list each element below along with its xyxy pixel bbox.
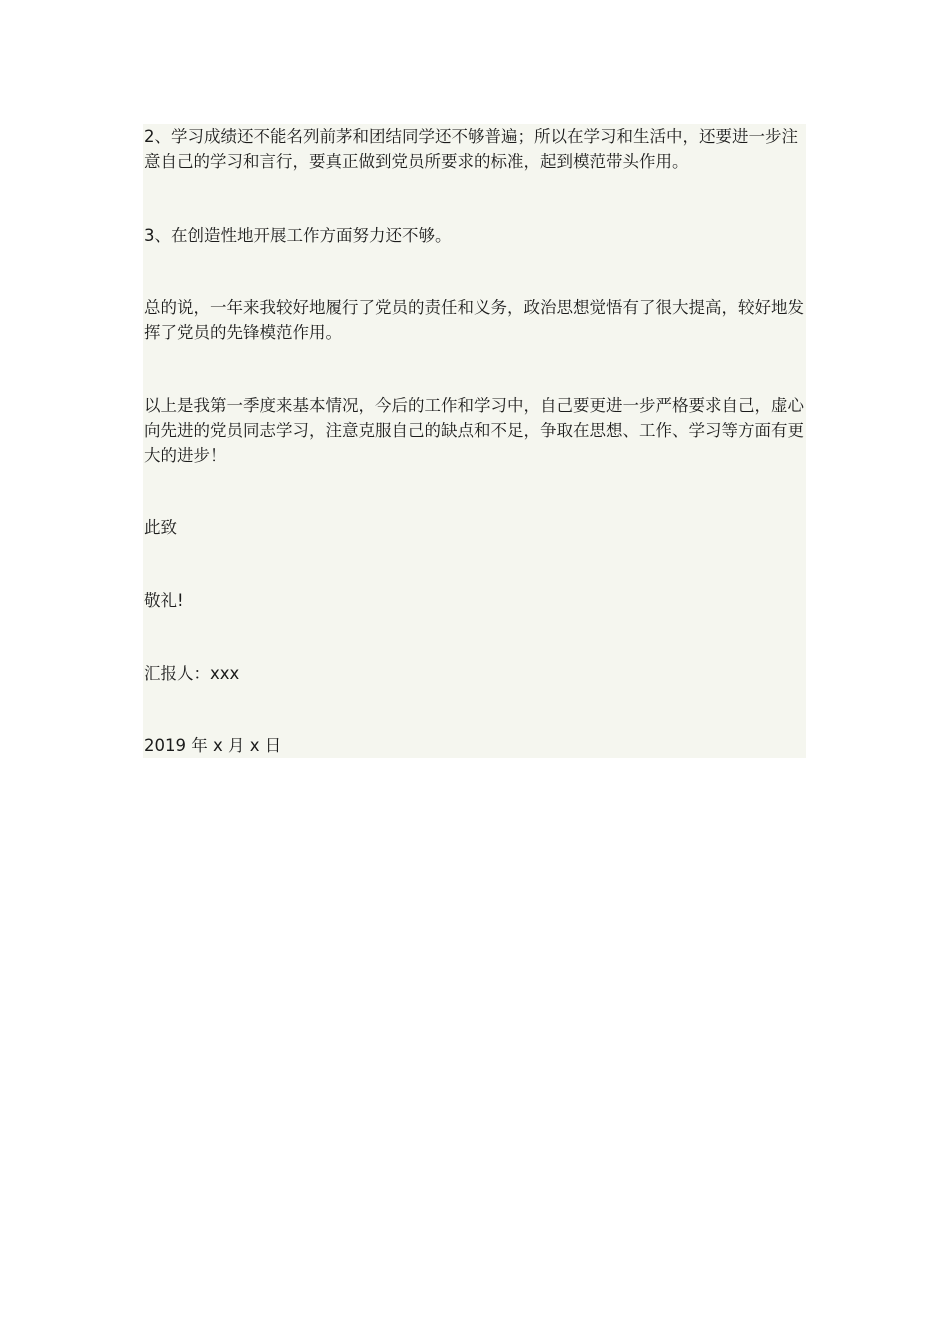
reporter-line: 汇报人：xxx <box>144 664 240 683</box>
date-line: 2019 年 x 月 x 日 <box>144 736 282 755</box>
paragraph-shortcoming-3: 3、在创造性地开展工作方面努力还不够。 <box>144 226 452 245</box>
salutation-line: 敬礼! <box>144 591 184 610</box>
paragraph-summary: 总的说，一年来我较好地履行了党员的责任和义务，政治思想觉悟有了很大提高，较好地发挥了党员的先锋模范作用。 <box>144 298 804 342</box>
paragraph-shortcoming-2: 2、学习成绩还不能名列前茅和团结同学还不够普遍；所以在学习和生活中，还要进一步注意自己的学习和言行，要真正做到党员所要求的标准，起到模范带头作用。 <box>144 127 798 171</box>
closing-line: 此致 <box>144 518 177 537</box>
paragraph-conclusion: 以上是我第一季度来基本情况，今后的工作和学习中，自己要更进一步严格要求自己，虚心向先进的党员同志学习，注意克服自己的缺点和不足，争取在思想、工作、学习等方面有更大的进步！ <box>144 396 804 465</box>
